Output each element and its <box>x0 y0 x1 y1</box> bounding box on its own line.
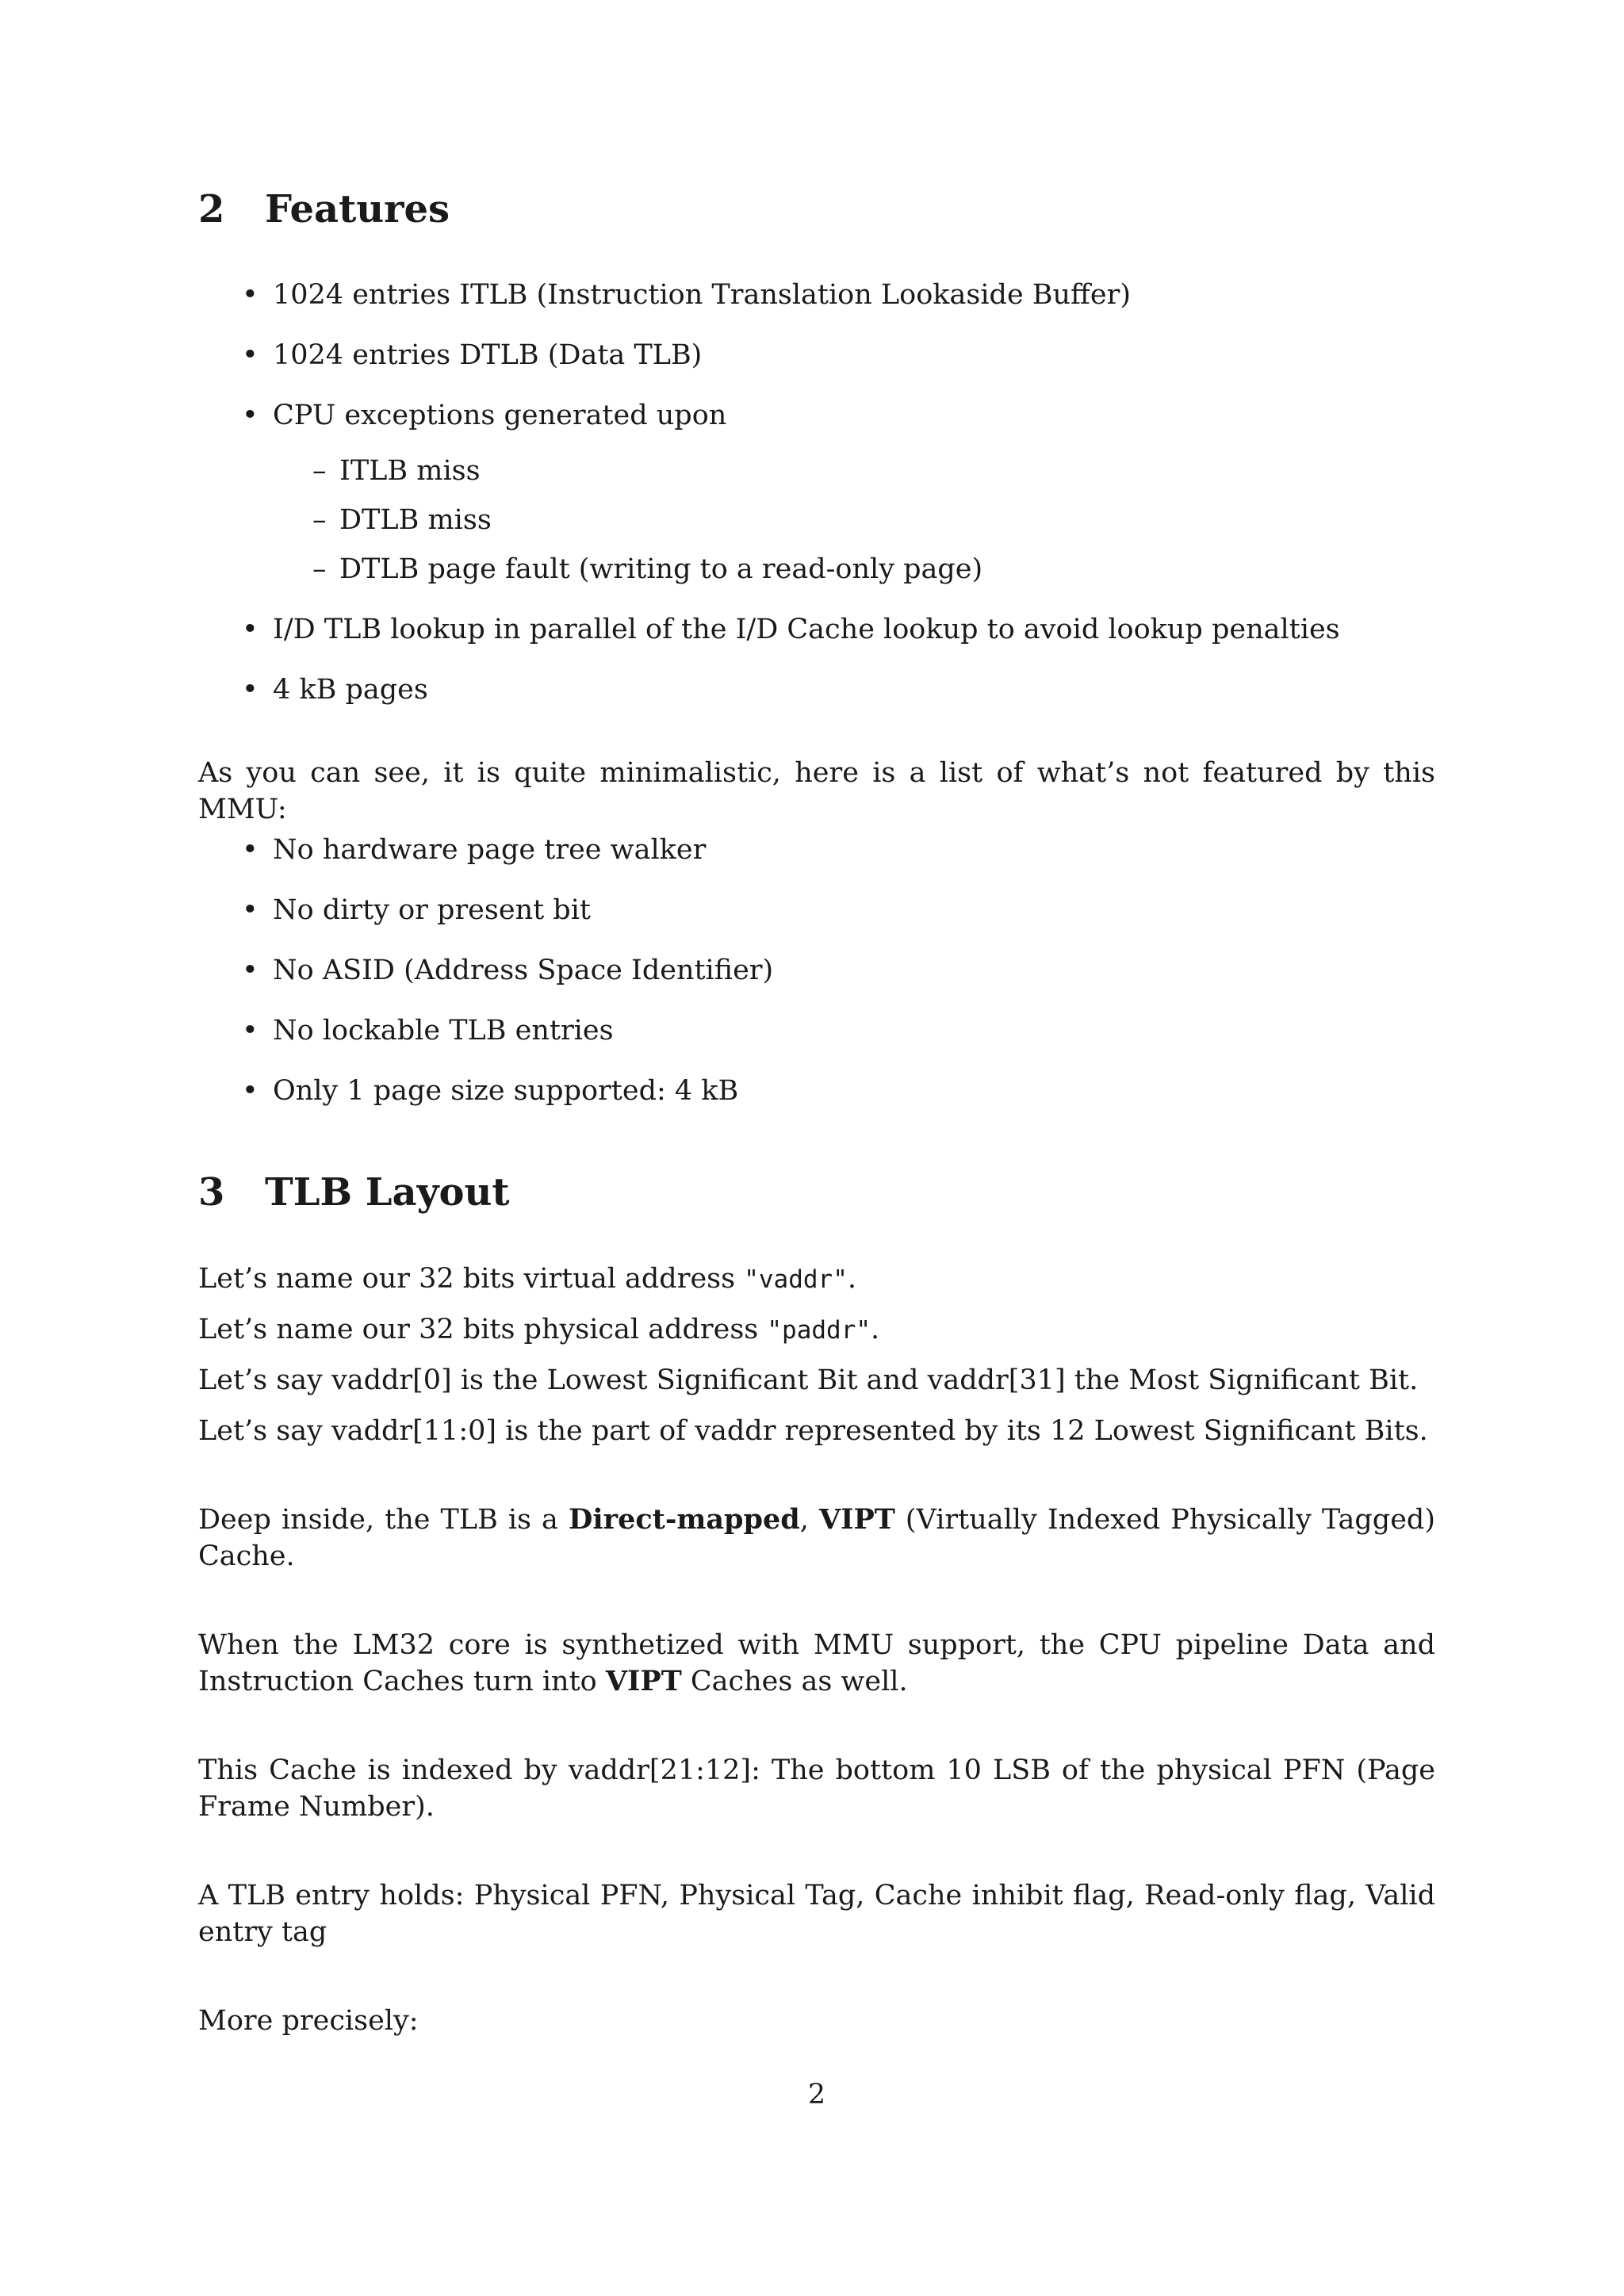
sub-list-item: – DTLB page fault (writing to a read-only page) <box>273 553 1340 586</box>
list-item-text: CPU exceptions generated upon <box>273 400 727 431</box>
section-heading-tlb-layout <box>198 1170 510 1216</box>
lm32-text: When the LM32 core is synthetized with MMU support, the CPU pipeline Data and Instruction Caches turn into <box>198 1629 1435 1698</box>
lm32-paragraph <box>198 1627 1435 1700</box>
vaddr-line <box>198 1261 1435 1297</box>
deep-inside-paragraph <box>198 1502 1435 1575</box>
sub-list-item: – ITLB miss <box>273 454 1340 488</box>
list-item: • 4 kB pages <box>198 673 1340 706</box>
vaddr-text: Let’s name our 32 bits virtual address <box>198 1263 745 1295</box>
not-featured-intro: As you can see, it is quite minimalistic, here is a list of what’s not featured by this MMU: <box>198 757 1435 826</box>
section-heading-features <box>198 187 450 233</box>
list-item: • I/D TLB lookup in parallel of the I/D Cache lookup to avoid lookup penalties <box>198 613 1340 646</box>
period: . <box>871 1314 880 1345</box>
document-page <box>198 0 1435 2296</box>
more-precisely: More precisely: <box>198 2005 419 2037</box>
entry-holds-paragraph: A TLB entry holds: Physical PFN, Physical Tag, Cache inhibit flag, Read-only flag, Valid entry tag <box>198 1880 1435 1949</box>
section-title: TLB Layout <box>265 1170 510 1215</box>
list-item: • No hardware page tree walker <box>198 833 773 867</box>
bits-line: Let’s say vaddr[11:0] is the part of vaddr represented by its 12 Lowest Significant Bits. <box>198 1415 1428 1447</box>
section-title: Features <box>265 187 450 232</box>
features-list <box>198 278 1340 733</box>
direct-mapped-term: Direct-mapped <box>568 1503 800 1536</box>
not-featured-list <box>198 833 773 1135</box>
lm32-text: Caches as well. <box>681 1666 908 1698</box>
list-item: • No lockable TLB entries <box>198 1014 773 1047</box>
paddr-name: "paddr" <box>767 1316 871 1345</box>
list-item: • No dirty or present bit <box>198 894 773 927</box>
lsb-line: Let’s say vaddr[0] is the Lowest Significant Bit and vaddr[31] the Most Significant Bit. <box>198 1364 1419 1396</box>
list-item <box>198 399 1340 586</box>
indexed-paragraph: This Cache is indexed by vaddr[21:12]: The bottom 10 LSB of the physical PFN (Page Frame Number). <box>198 1755 1435 1823</box>
deep-inside-text: (Virtually Indexed Physically Tagged) Cache. <box>198 1504 1435 1573</box>
page-number: 2 <box>807 2079 826 2110</box>
comma: , <box>799 1504 819 1536</box>
list-item: • 1024 entries DTLB (Data TLB) <box>198 339 1340 372</box>
deep-inside-text: Deep inside, the TLB is a <box>198 1504 569 1536</box>
vipt-term: VIPT <box>818 1503 895 1536</box>
vaddr-name: "vaddr" <box>744 1265 848 1294</box>
section-number: 3 <box>198 1170 225 1215</box>
vipt-term: VIPT <box>605 1665 682 1698</box>
sub-list-item: – DTLB miss <box>273 503 1340 537</box>
period: . <box>847 1263 857 1295</box>
exceptions-sublist <box>273 454 1340 586</box>
list-item: • 1024 entries ITLB (Instruction Translation Lookaside Buffer) <box>198 278 1340 312</box>
section-number: 2 <box>198 187 225 232</box>
list-item: • Only 1 page size supported: 4 kB <box>198 1074 773 1108</box>
list-item: • No ASID (Address Space Identifier) <box>198 954 773 987</box>
paddr-line <box>198 1311 1435 1348</box>
paddr-text: Let’s name our 32 bits physical address <box>198 1314 768 1345</box>
